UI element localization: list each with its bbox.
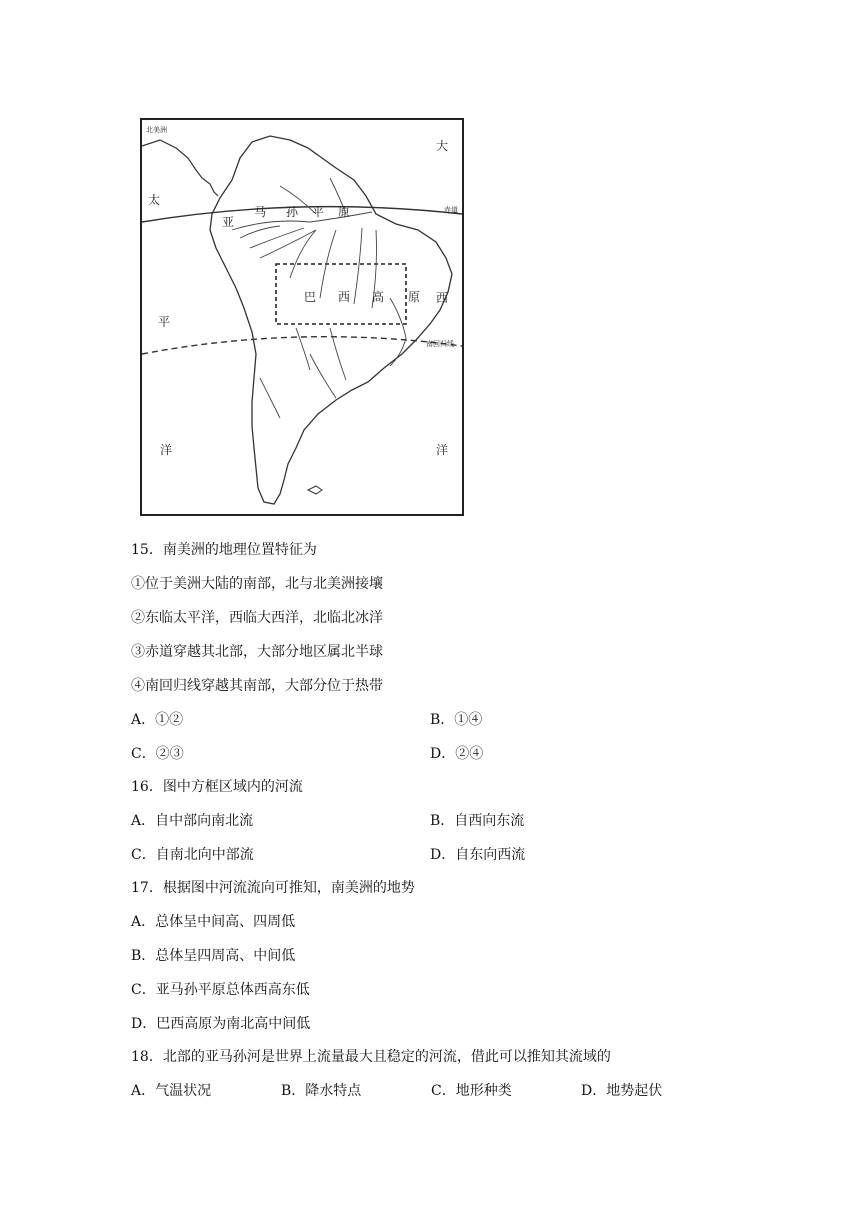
question-15-statement-1: ①位于美洲大陆的南部，北与北美洲接壤 xyxy=(131,576,383,592)
question-15-statement-3: ③赤道穿越其北部，大部分地区属北半球 xyxy=(131,644,383,660)
label-amazon-4: 平 xyxy=(312,205,325,219)
question-15-option-c[interactable]: C．②③ xyxy=(131,746,184,762)
label-pacific-2: 平 xyxy=(158,315,171,329)
question-15-statement-4: ④南回归线穿越其南部，大部分位于热带 xyxy=(131,678,383,694)
question-16-option-c[interactable]: C．自南北向中部流 xyxy=(131,847,254,863)
label-equator: 赤道 xyxy=(444,206,458,214)
question-15-statement-2: ②东临太平洋，西临大西洋，北临北冰洋 xyxy=(131,610,383,626)
label-brazil-4: 原 xyxy=(408,290,421,304)
label-amazon-2: 马 xyxy=(254,205,267,219)
label-amazon-3: 孙 xyxy=(286,205,299,219)
label-amazon-1: 亚 xyxy=(222,215,235,229)
question-15-option-d[interactable]: D．②④ xyxy=(430,746,484,762)
label-north-america: 北美洲 xyxy=(146,126,167,134)
label-amazon-5: 原 xyxy=(338,205,351,219)
question-18-option-a[interactable]: A．气温状况 xyxy=(131,1083,212,1099)
label-atlantic-1: 大 xyxy=(436,139,449,153)
question-16-option-d[interactable]: D．自东向西流 xyxy=(430,847,526,863)
question-16-option-a[interactable]: A．自中部向南北流 xyxy=(131,813,254,829)
question-17-stem: 17．根据图中河流流向可推知，南美洲的地势 xyxy=(131,880,415,896)
question-15-option-b[interactable]: B．①④ xyxy=(430,712,483,728)
question-16-option-b[interactable]: B．自西向东流 xyxy=(430,813,525,829)
label-brazil-1: 巴 xyxy=(304,290,317,304)
south-america-map xyxy=(140,118,464,516)
question-15-option-a[interactable]: A．①② xyxy=(131,712,184,728)
question-16-stem: 16．图中方框区域内的河流 xyxy=(131,779,303,795)
label-tropic: 南回归线 xyxy=(426,340,454,348)
question-18-option-c[interactable]: C．地形种类 xyxy=(431,1083,512,1099)
question-18-option-b[interactable]: B．降水特点 xyxy=(281,1083,362,1099)
question-17-option-a[interactable]: A．总体呈中间高、四周低 xyxy=(131,914,296,930)
question-17-option-d[interactable]: D．巴西高原为南北高中间低 xyxy=(131,1016,311,1032)
label-pacific-3: 洋 xyxy=(160,443,173,457)
map-frame xyxy=(141,119,463,515)
label-atlantic-3: 洋 xyxy=(436,443,449,457)
map-svg xyxy=(140,118,464,516)
question-18-stem: 18．北部的亚马孙河是世界上流量最大且稳定的河流，借此可以推知其流域的 xyxy=(131,1049,611,1065)
question-17-option-c[interactable]: C．亚马孙平原总体西高东低 xyxy=(131,982,310,998)
label-brazil-2: 西 xyxy=(338,290,351,304)
label-brazil-3: 高 xyxy=(372,290,385,304)
question-18-option-d[interactable]: D．地势起伏 xyxy=(581,1083,663,1099)
label-atlantic-2: 西 xyxy=(436,291,449,305)
question-17-option-b[interactable]: B．总体呈四周高、中间低 xyxy=(131,948,296,964)
question-15-stem: 15．南美洲的地理位置特征为 xyxy=(131,542,317,558)
label-pacific-1: 太 xyxy=(148,193,161,207)
